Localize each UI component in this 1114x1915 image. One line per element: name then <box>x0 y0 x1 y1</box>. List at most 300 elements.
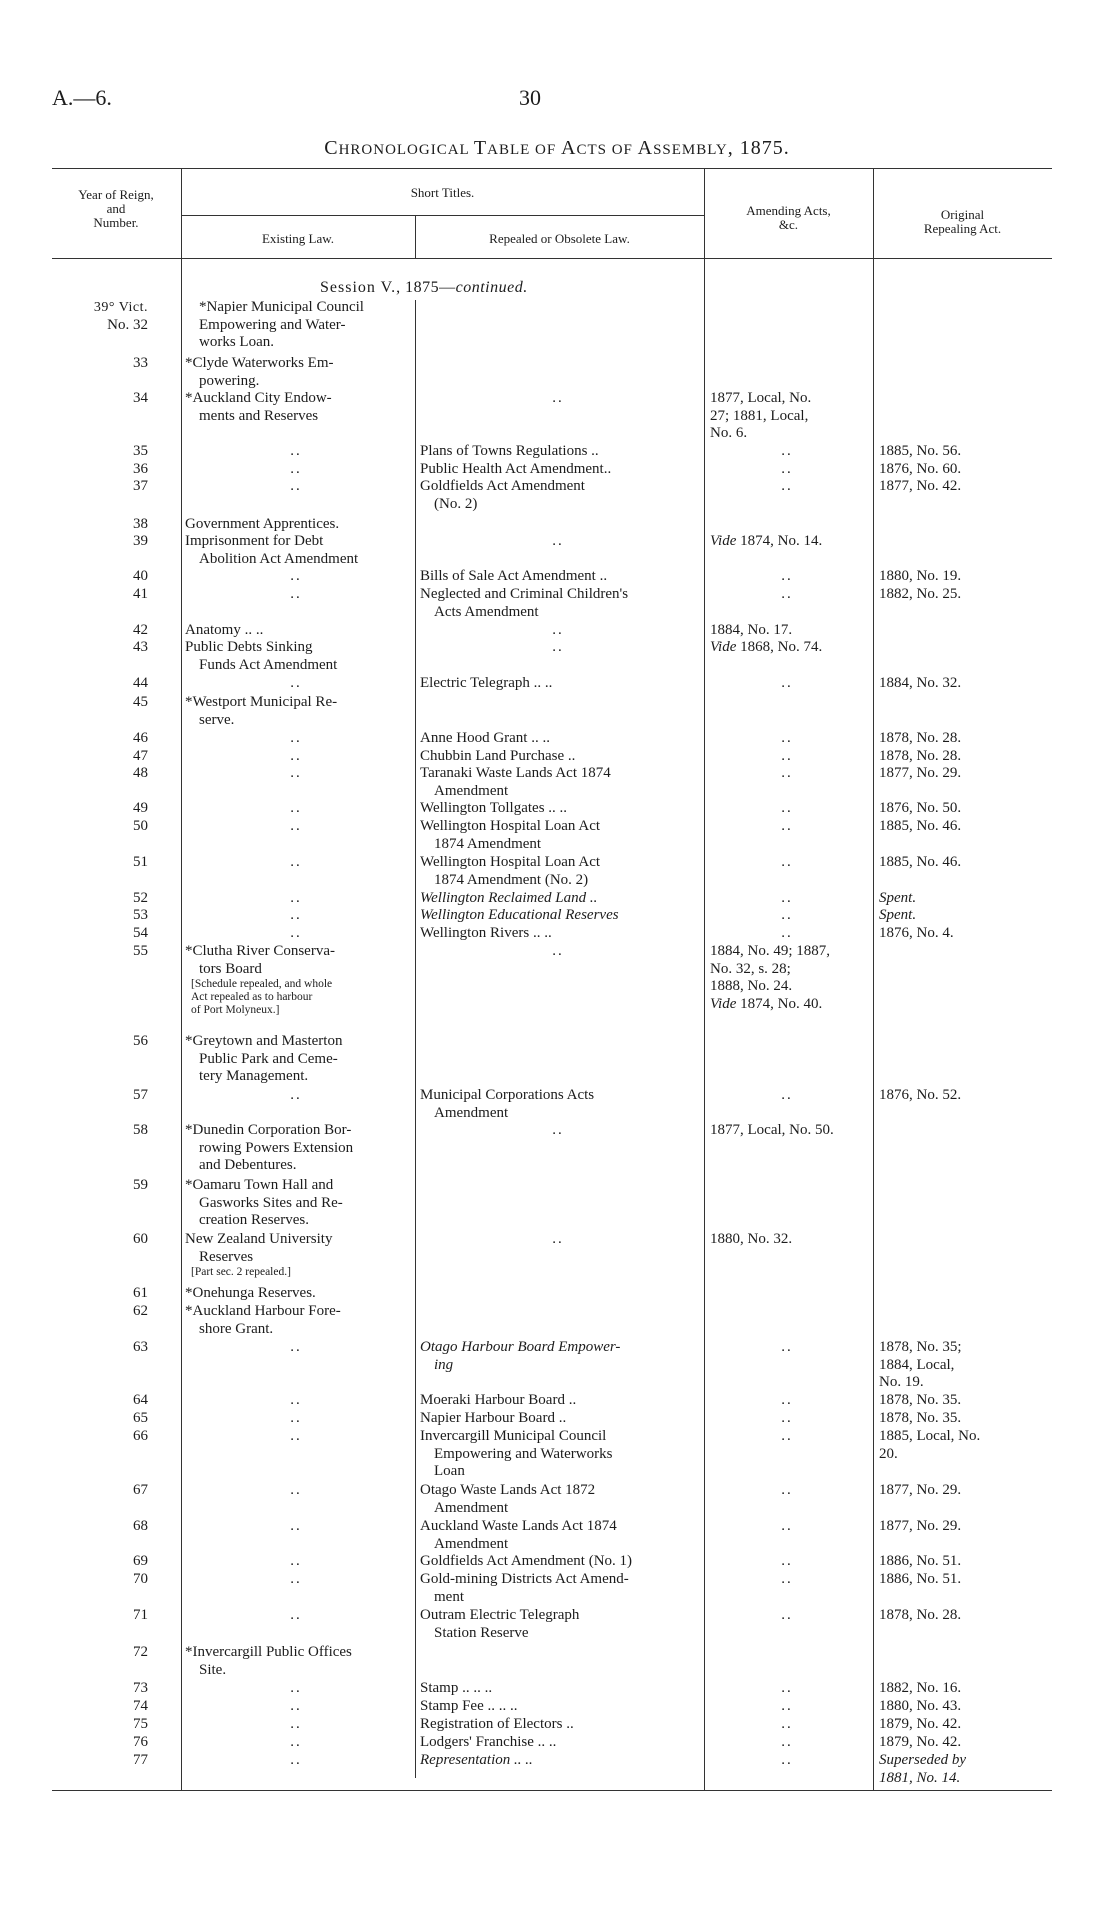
cell-line: Vide 1874, No. 14. <box>710 533 823 549</box>
cell-line: Abolition Act Amendment <box>199 550 359 567</box>
repealed-law-cell <box>420 765 696 800</box>
cell-line: Anne Hood Grant .. .. <box>420 730 550 746</box>
cell-line: 48 <box>133 765 148 781</box>
year-cell <box>60 299 148 334</box>
cell-line: .. <box>781 925 793 941</box>
original-repealing-cell <box>879 1553 1017 1571</box>
repealed-law-cell <box>420 730 696 748</box>
cell-line: .. <box>552 390 564 406</box>
amending-acts-cell <box>710 907 864 925</box>
cell-line: 1880, No. 19. <box>879 568 962 584</box>
year-cell <box>60 1231 148 1249</box>
amending-acts-cell <box>710 1553 864 1571</box>
cell-line: .. <box>781 461 793 477</box>
cell-line: .. <box>781 1518 793 1534</box>
cell-line: 44 <box>133 675 148 691</box>
cell-line: 1880, No. 43. <box>879 1698 962 1714</box>
page-title <box>0 137 1114 160</box>
cell-line: 38 <box>133 516 148 532</box>
cell-note: [Part sec. 2 repealed.] <box>191 1266 291 1278</box>
year-cell <box>60 943 148 961</box>
cell-line: .. <box>781 800 793 816</box>
cell-line: .. <box>290 1482 302 1498</box>
cell-line: ment <box>434 1588 464 1605</box>
original-repealing-cell <box>879 461 1017 479</box>
cell-line: .. <box>290 1680 302 1696</box>
year-cell <box>60 1698 148 1716</box>
amending-acts-cell <box>710 1518 864 1536</box>
cell-line: Wellington Hospital Loan Act <box>420 854 601 870</box>
cell-line: Vide 1868, No. 74. <box>710 639 823 655</box>
cell-line: serve. <box>199 711 235 728</box>
amending-acts-cell <box>710 622 864 640</box>
cell-line: 67 <box>133 1482 148 1498</box>
cell-line: Taranaki Waste Lands Act 1874 <box>420 765 611 781</box>
cell-note: Act repealed as to harbour <box>191 991 313 1003</box>
amending-acts-cell <box>710 1734 864 1752</box>
cell-line: Gold-mining Districts Act Amend- <box>420 1571 629 1587</box>
repealed-law-cell <box>420 1087 696 1122</box>
cell-line: 50 <box>133 818 148 834</box>
existing-law-cell <box>185 854 407 872</box>
year-cell <box>60 639 148 657</box>
repealed-law-cell <box>420 748 696 766</box>
cell-line: ing <box>434 1356 454 1373</box>
cell-line: .. <box>290 1553 302 1569</box>
existing-law-cell <box>185 1303 407 1338</box>
cell-line: 1879, No. 42. <box>879 1716 962 1732</box>
amending-acts-cell <box>710 765 864 783</box>
cell-line: Chubbin Land Purchase .. <box>420 748 576 764</box>
existing-law-cell <box>185 533 407 568</box>
cell-line: 20. <box>879 1445 898 1462</box>
existing-law-cell <box>185 1518 407 1536</box>
table-top-rule <box>52 168 1052 169</box>
title-part: T <box>473 137 488 159</box>
cell-line: .. <box>290 1339 302 1355</box>
amending-acts-cell <box>710 1087 864 1105</box>
repealed-law-cell <box>420 568 696 586</box>
cell-line: Gasworks Sites and Re- <box>199 1194 343 1211</box>
original-repealing-cell <box>879 818 1017 836</box>
cell-line: .. <box>290 765 302 781</box>
cell-line: 1881, No. 14. <box>879 1769 961 1786</box>
original-repealing-cell <box>879 1571 1017 1589</box>
cell-line: .. <box>290 800 302 816</box>
cell-line: .. <box>290 1607 302 1623</box>
original-repealing-cell <box>879 1752 1017 1787</box>
cell-line: Otago Waste Lands Act 1872 <box>420 1482 596 1498</box>
cell-line: .. <box>290 675 302 691</box>
cell-line: Otago Harbour Board Empower- <box>420 1339 621 1355</box>
original-repealing-cell <box>879 907 1017 925</box>
existing-law-cell <box>185 1482 407 1500</box>
year-cell <box>60 516 148 534</box>
table-bottom-rule <box>52 1790 1052 1791</box>
existing-law-cell <box>185 1553 407 1571</box>
original-repealing-cell <box>879 748 1017 766</box>
year-cell <box>60 694 148 712</box>
repealed-law-cell <box>420 907 696 925</box>
year-cell <box>60 890 148 908</box>
year-cell <box>60 1734 148 1752</box>
cell-line: Stamp Fee .. .. .. <box>420 1698 518 1714</box>
cell-line: .. <box>290 1410 302 1426</box>
cell-line: .. <box>781 1482 793 1498</box>
cell-line: .. <box>781 907 793 923</box>
cell-line: tors Board <box>199 960 262 977</box>
cell-line: 61 <box>133 1285 148 1301</box>
amending-acts-cell <box>710 1410 864 1428</box>
cell-line: 58 <box>133 1122 148 1138</box>
cell-line: ments and Reserves <box>199 407 319 424</box>
cell-line: 1876, No. 52. <box>879 1087 962 1103</box>
existing-law-cell <box>185 1392 407 1410</box>
cell-line: 69 <box>133 1553 148 1569</box>
existing-law-cell <box>185 1339 407 1357</box>
cell-line: 33 <box>133 355 148 371</box>
cell-line: 57 <box>133 1087 148 1103</box>
cell-line: .. <box>290 1518 302 1534</box>
cell-line: .. <box>290 461 302 477</box>
header-line: &c. <box>778 217 799 232</box>
existing-law-cell <box>185 1752 407 1770</box>
existing-law-cell <box>185 299 407 352</box>
amending-acts-cell <box>710 461 864 479</box>
cell-line: .. <box>781 1553 793 1569</box>
amending-acts-cell <box>710 730 864 748</box>
title-part: HRONOLOGICAL <box>338 142 474 158</box>
cell-line: tery Management. <box>199 1068 309 1084</box>
year-cell <box>60 461 148 479</box>
year-cell <box>60 925 148 943</box>
original-repealing-cell <box>879 854 1017 872</box>
repealed-law-cell <box>420 1571 696 1606</box>
existing-law-cell <box>185 1644 407 1679</box>
cell-line: 43 <box>133 639 148 655</box>
cell-line: .. <box>781 478 793 494</box>
year-cell <box>60 765 148 783</box>
cell-line: 49 <box>133 800 148 816</box>
cell-line: 1884, No. 32. <box>879 675 962 691</box>
original-repealing-cell <box>879 800 1017 818</box>
existing-law-cell <box>185 694 407 729</box>
cell-line: Superseded by <box>879 1752 967 1768</box>
amending-acts-cell <box>710 1680 864 1698</box>
original-repealing-cell <box>879 1339 1017 1392</box>
cell-line: 1877, Local, No. 50. <box>710 1122 834 1138</box>
cell-line: Amendment <box>434 1499 509 1516</box>
amending-acts-cell <box>710 1428 864 1446</box>
cell-line: 68 <box>133 1518 148 1534</box>
cell-note: of Port Molyneux.] <box>191 1004 280 1016</box>
original-repealing-cell <box>879 586 1017 604</box>
cell-line: .. <box>781 1428 793 1444</box>
cell-line: 1885, No. 56. <box>879 443 962 459</box>
year-cell <box>60 1752 148 1770</box>
amending-acts-cell <box>710 478 864 496</box>
cell-line: Municipal Corporations Acts <box>420 1087 595 1103</box>
cell-line: 35 <box>133 443 148 459</box>
original-repealing-cell <box>879 675 1017 693</box>
cell-line: 1886, No. 51. <box>879 1571 962 1587</box>
existing-law-cell <box>185 748 407 766</box>
cell-line: .. <box>781 1607 793 1623</box>
cell-line: Imprisonment for Debt <box>185 533 324 549</box>
cell-line: 1877, No. 29. <box>879 1518 962 1534</box>
amending-acts-cell <box>710 1716 864 1734</box>
year-cell <box>60 1571 148 1589</box>
cell-line: *Invercargill Public Offices <box>185 1644 352 1660</box>
cell-line: .. <box>290 1734 302 1750</box>
cell-line: Government Apprentices. <box>185 516 340 532</box>
amending-acts-cell <box>710 890 864 908</box>
cell-line: .. <box>290 1087 302 1103</box>
existing-law-cell <box>185 443 407 461</box>
cell-line: 1884, No. 17. <box>710 622 793 638</box>
cell-line: 1877, No. 29. <box>879 1482 962 1498</box>
existing-law-cell <box>185 1698 407 1716</box>
cell-line: Site. <box>199 1661 227 1678</box>
original-repealing-cell <box>879 925 1017 943</box>
cell-line: Wellington Reclaimed Land .. <box>420 890 598 906</box>
existing-law-cell <box>185 943 407 1017</box>
column-divider <box>704 168 705 1790</box>
header-line: Number. <box>93 215 139 230</box>
cell-line: Public Health Act Amendment.. <box>420 461 612 477</box>
cell-line: .. <box>290 1428 302 1444</box>
cell-line: Auckland Waste Lands Act 1874 <box>420 1518 617 1534</box>
amending-acts-cell <box>710 639 864 657</box>
original-repealing-cell <box>879 1392 1017 1410</box>
cell-line: Amendment <box>434 1104 509 1121</box>
repealed-law-cell <box>420 1607 696 1642</box>
cell-line: .. <box>552 1122 564 1138</box>
year-cell <box>60 568 148 586</box>
existing-law-cell <box>185 1680 407 1698</box>
cell-line: Funds Act Amendment <box>199 656 338 673</box>
cell-line: Vide 1874, No. 40. <box>710 995 823 1012</box>
existing-law-cell <box>185 925 407 943</box>
cell-line: Amendment <box>434 782 509 799</box>
cell-line: 77 <box>133 1752 148 1768</box>
cell-line: Acts Amendment <box>434 603 539 620</box>
year-cell <box>60 443 148 461</box>
amending-acts-cell <box>710 748 864 766</box>
session-continued: continued. <box>455 279 528 296</box>
header-bottom-rule <box>52 258 1052 259</box>
year-cell <box>60 1410 148 1428</box>
cell-line: 54 <box>133 925 148 941</box>
cell-line: .. <box>290 748 302 764</box>
year-cell <box>60 907 148 925</box>
cell-line: 52 <box>133 890 148 906</box>
cell-line: .. <box>290 907 302 923</box>
cell-line: .. <box>290 1698 302 1714</box>
cell-line: .. <box>781 1752 793 1768</box>
cell-line: 1878, No. 35. <box>879 1410 962 1426</box>
repealed-law-cell <box>420 1698 696 1716</box>
year-cell <box>60 675 148 693</box>
cell-line: *Clutha River Conserva- <box>185 943 335 959</box>
cell-line: 40 <box>133 568 148 584</box>
repealed-law-cell <box>420 1410 696 1428</box>
cell-line: .. <box>781 854 793 870</box>
year-cell <box>60 1303 148 1321</box>
cell-note: [Schedule repealed, and whole <box>191 978 333 990</box>
original-repealing-cell <box>879 568 1017 586</box>
amending-acts-cell <box>710 1752 864 1770</box>
existing-law-cell <box>185 461 407 479</box>
cell-line: Loan <box>434 1463 465 1479</box>
cell-line: 75 <box>133 1716 148 1732</box>
header-year-reign <box>52 188 180 230</box>
year-cell <box>60 1087 148 1105</box>
cell-line: *Napier Municipal Council <box>199 299 364 315</box>
cell-line: Neglected and Criminal Children's <box>420 586 629 602</box>
year-cell <box>60 478 148 496</box>
cell-line: Wellington Educational Reserves <box>420 907 619 923</box>
original-repealing-cell <box>879 1680 1017 1698</box>
cell-line: Spent. <box>879 907 917 923</box>
repealed-law-cell <box>420 818 696 853</box>
year-cell <box>60 748 148 766</box>
cell-line: 1874 Amendment (No. 2) <box>434 871 589 888</box>
cell-line: 59 <box>133 1177 148 1193</box>
session-label: Session V. <box>320 279 397 296</box>
cell-line: Wellington Tollgates .. .. <box>420 800 568 816</box>
existing-law-cell <box>185 478 407 496</box>
cell-line: *Auckland City Endow- <box>185 390 332 406</box>
cell-line: .. <box>781 1680 793 1696</box>
year-cell <box>60 1482 148 1500</box>
cell-line: 1876, No. 4. <box>879 925 954 941</box>
title-part: SSEMBLY <box>653 142 728 158</box>
amending-acts-cell <box>710 925 864 943</box>
repealed-law-cell <box>420 1518 696 1553</box>
header-line: Amending Acts, <box>746 203 831 218</box>
year-cell <box>60 1339 148 1357</box>
original-repealing-cell <box>879 1734 1017 1752</box>
cell-line: 53 <box>133 907 148 923</box>
cell-line: Napier Harbour Board .. <box>420 1410 567 1426</box>
cell-line: .. <box>290 443 302 459</box>
existing-law-cell <box>185 1177 407 1230</box>
amending-acts-cell <box>710 1231 864 1249</box>
cell-line: Amendment <box>434 1535 509 1552</box>
existing-law-cell <box>185 1285 407 1303</box>
cell-line: 1878, No. 35; <box>879 1339 962 1355</box>
year-cell <box>60 533 148 551</box>
cell-line: 1878, No. 28. <box>879 1607 962 1623</box>
existing-law-cell <box>185 390 407 425</box>
existing-law-cell <box>185 622 407 640</box>
cell-line: 73 <box>133 1680 148 1696</box>
repealed-law-cell <box>420 639 696 657</box>
year-cell <box>60 390 148 408</box>
repealed-law-cell <box>420 1392 696 1410</box>
repealed-law-cell <box>420 1482 696 1517</box>
repealed-law-cell <box>420 1231 696 1249</box>
header-line: Year of Reign, <box>78 187 154 202</box>
year-cell <box>60 730 148 748</box>
cell-line: .. <box>290 854 302 870</box>
amending-acts-cell <box>710 443 864 461</box>
cell-line: Anatomy .. .. <box>185 622 264 638</box>
cell-line: .. <box>290 586 302 602</box>
cell-line: 76 <box>133 1734 148 1750</box>
cell-line: 36 <box>133 461 148 477</box>
cell-line: and Debentures. <box>199 1157 297 1173</box>
existing-law-cell <box>185 1428 407 1446</box>
year-cell <box>60 800 148 818</box>
cell-line: .. <box>781 1410 793 1426</box>
existing-law-cell <box>185 1571 407 1589</box>
cell-line: 41 <box>133 586 148 602</box>
amending-acts-cell <box>710 390 864 443</box>
cell-line: .. <box>781 443 793 459</box>
cell-line: .. <box>290 890 302 906</box>
header-line: Repealing Act. <box>923 221 1002 236</box>
cell-line: .. <box>781 1339 793 1355</box>
original-repealing-cell <box>879 443 1017 461</box>
cell-line: No. 6. <box>710 425 748 441</box>
cell-line: .. <box>781 730 793 746</box>
original-repealing-cell <box>879 1482 1017 1500</box>
original-repealing-cell <box>879 730 1017 748</box>
cell-line: .. <box>290 478 302 494</box>
existing-law-cell <box>185 1607 407 1625</box>
cell-line: .. <box>552 622 564 638</box>
repealed-law-cell <box>420 854 696 889</box>
cell-line: 1882, No. 16. <box>879 1680 962 1696</box>
cell-line: 27; 1881, Local, <box>710 407 809 424</box>
cell-line: *Dunedin Corporation Bor- <box>185 1122 352 1138</box>
year-cell <box>60 1644 148 1662</box>
cell-line: 37 <box>133 478 148 494</box>
amending-acts-cell <box>710 1122 864 1140</box>
original-repealing-cell <box>879 1518 1017 1536</box>
year-cell <box>60 1716 148 1734</box>
cell-line: 70 <box>133 1571 148 1587</box>
cell-line: .. <box>552 1231 564 1247</box>
cell-line: 55 <box>133 943 148 959</box>
existing-law-cell <box>185 1734 407 1752</box>
cell-line: 1885, No. 46. <box>879 854 962 870</box>
repealed-law-cell <box>420 800 696 818</box>
page-reference: A.—6. <box>52 85 112 110</box>
cell-line: 65 <box>133 1410 148 1426</box>
cell-line: .. <box>552 639 564 655</box>
year-cell <box>60 586 148 604</box>
cell-line: Goldfields Act Amendment (No. 1) <box>420 1553 633 1569</box>
cell-line: Stamp .. .. .. <box>420 1680 493 1696</box>
cell-line: 66 <box>133 1428 148 1444</box>
cell-line: Plans of Towns Regulations .. <box>420 443 599 459</box>
repealed-law-cell <box>420 586 696 621</box>
cell-line: 60 <box>133 1231 148 1247</box>
amending-acts-cell <box>710 1392 864 1410</box>
cell-line: No. 32 <box>107 316 148 333</box>
cell-line: Spent. <box>879 890 917 906</box>
cell-line: Representation .. .. <box>420 1752 533 1768</box>
cell-line: Empowering and Waterworks <box>434 1445 613 1462</box>
cell-line: *Auckland Harbour Fore- <box>185 1303 341 1319</box>
column-divider <box>415 300 416 1778</box>
cell-line: 42 <box>133 622 148 638</box>
cell-line: 1874 Amendment <box>434 835 542 852</box>
year-cell <box>60 1122 148 1140</box>
